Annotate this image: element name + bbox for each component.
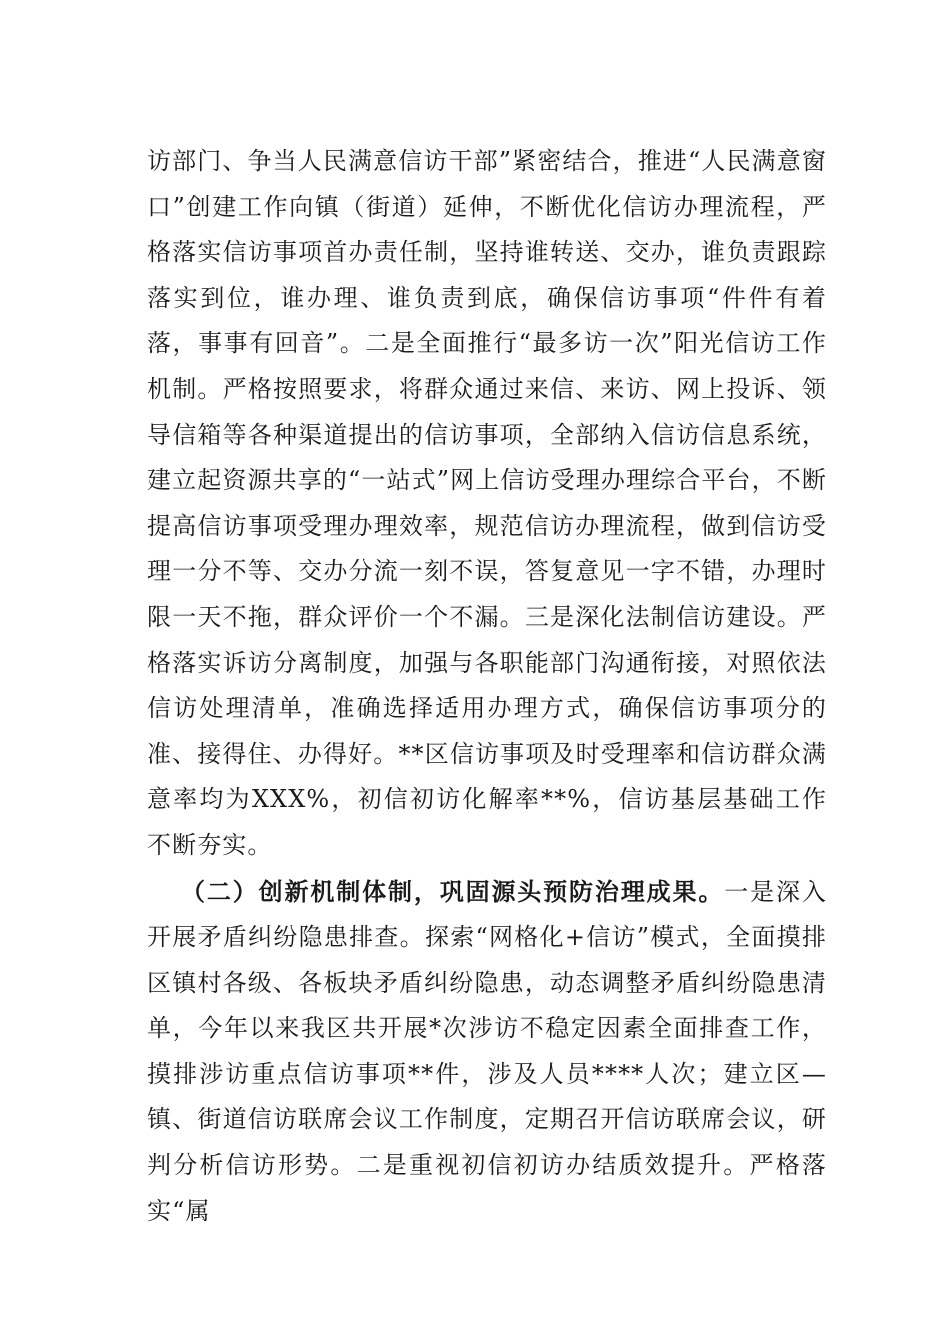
paragraph-section-2 [147,869,827,1235]
document-body [147,139,827,1234]
section-2-heading: （二）创新机制体制，巩固源头预防治理成果。 [181,876,725,906]
paragraph-continuation: 访部门、争当人民满意信访干部”紧密结合，推进“人民满意窗口”创建工作向镇（街道）延伸，不断优化信访办理流程，严格落实信访事项首办责任制，坚持谁转送、交办，谁负责跟踪落实到位，谁办理、谁负责到底，确保信访事项“件件有着落，事事有回音”。二是全面推行“最多访一次”阳光信访工作机制。严格按照要求，将群众通过来信、来访、网上投诉、领导信箱等各种渠道提出的信访事项，全部纳入信访信息系统，建立起资源共享的“一站式”网上信访受理办理综合平台，不断提高信访事项受理办理效率，规范信访办理流程，做到信访受理一分不等、交办分流一刻不误，答复意见一字不错，办理时限一天不拖，群众评价一个不漏。三是深化法制信访建设。严格落实诉访分离制度，加强与各职能部门沟通衔接，对照依法信访处理清单，准确选择适用办理方式，确保信访事项分的准、接得住、办得好。**区信访事项及时受理率和信访群众满意率均为XXX%，初信初访化解率**%，信访基层基础工作不断夯实。 [147,147,827,859]
section-2-body: 一是深入开展矛盾纠纷隐患排查。探索“网格化+信访”模式，全面摸排区镇村各级、各板块矛盾纠纷隐患，动态调整矛盾纠纷隐患清单，今年以来我区共开展*次涉访不稳定因素全面排查工作，摸排涉访重点信访事项**件，涉及人员****人次；建立区—镇、街道信访联席会议工作制度，定期召开信访联席会议，研判分析信访形势。二是重视初信初访办结质效提升。严格落实“属 [147,877,827,1225]
